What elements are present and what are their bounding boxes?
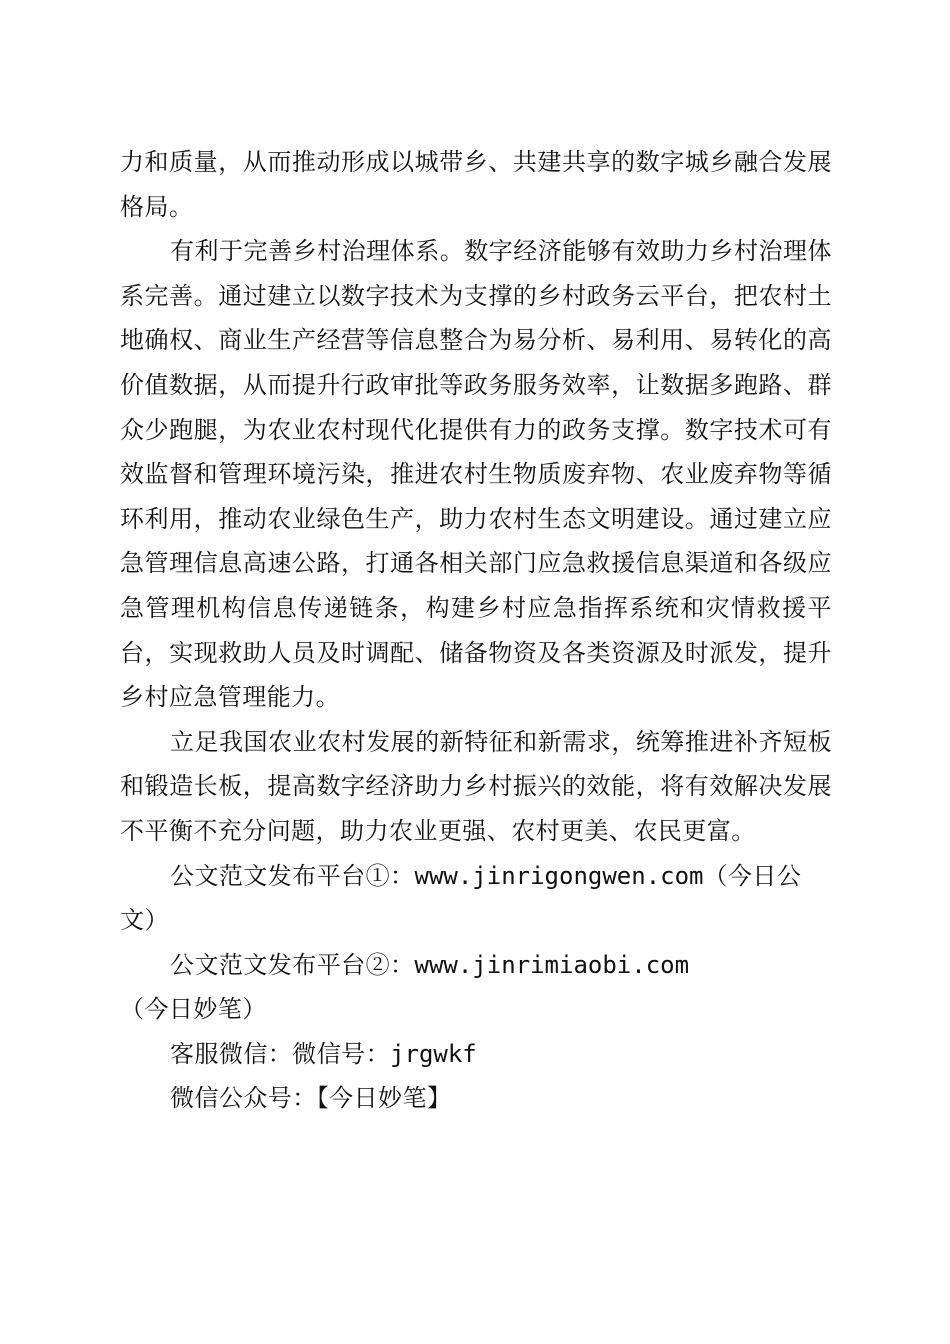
- platform-1-name: （今日公文）: [120, 861, 802, 935]
- paragraph-conclusion: 立足我国农业农村发展的新特征和新需求，统筹推进补齐短板和锻造长板，提高数字经济助力乡村振兴的效能，将有效解决发展不平衡不充分问题，助力农业更强、农村更美、农民更富。: [120, 727, 832, 845]
- paragraph-governance: 有利于完善乡村治理体系。数字经济能够有效助力乡村治理体系完善。通过建立以数字技术为支撑的乡村政务云平台，把农村土地确权、商业生产经营等信息整合为易分析、易利用、易转化的高价值数据，从而提升行政审批等政务服务效率，让数据多跑路、群众少跑腿，为农业农村现代化提供有力的政务支撑。数字技术可有效监督和管理环境污染，推进农村生物质废弃物、农业废弃物等循环利用，推动农业绿色生产，助力农村生态文明建设。通过建立应急管理信息高速公路，打通各相关部门应急救援信息渠道和各级应急管理机构信息传递链条，构建乡村应急指挥系统和灾情救援平台，实现救助人员及时调配、储备物资及各类资源及时派发，提升乡村应急管理能力。: [120, 237, 832, 712]
- paragraph-continuation: 力和质量，从而推动形成以城带乡、共建共享的数字城乡融合发展格局。: [120, 148, 832, 221]
- platform-1-url[interactable]: www.jinrigongwen.com: [414, 861, 704, 890]
- platform-2-name: （今日妙笔）: [120, 995, 267, 1024]
- footer-platform-2: [120, 943, 832, 1032]
- service-wechat-label: 客服微信：微信号：: [170, 1039, 391, 1068]
- document-body: [120, 140, 832, 1121]
- official-account-name: 【今日妙笔】: [316, 1084, 452, 1113]
- footer-official-account: [120, 1076, 832, 1121]
- service-wechat-id: jrgwkf: [390, 1039, 477, 1068]
- platform-2-label: 公文范文发布平台②：: [170, 950, 415, 979]
- footer-platform-1: [120, 854, 832, 943]
- official-account-label: 微信公众号：: [170, 1084, 317, 1113]
- footer-service-wechat: [120, 1032, 832, 1077]
- platform-2-url[interactable]: www.jinrimiaobi.com: [414, 950, 690, 979]
- platform-1-label: 公文范文发布平台①：: [170, 861, 415, 890]
